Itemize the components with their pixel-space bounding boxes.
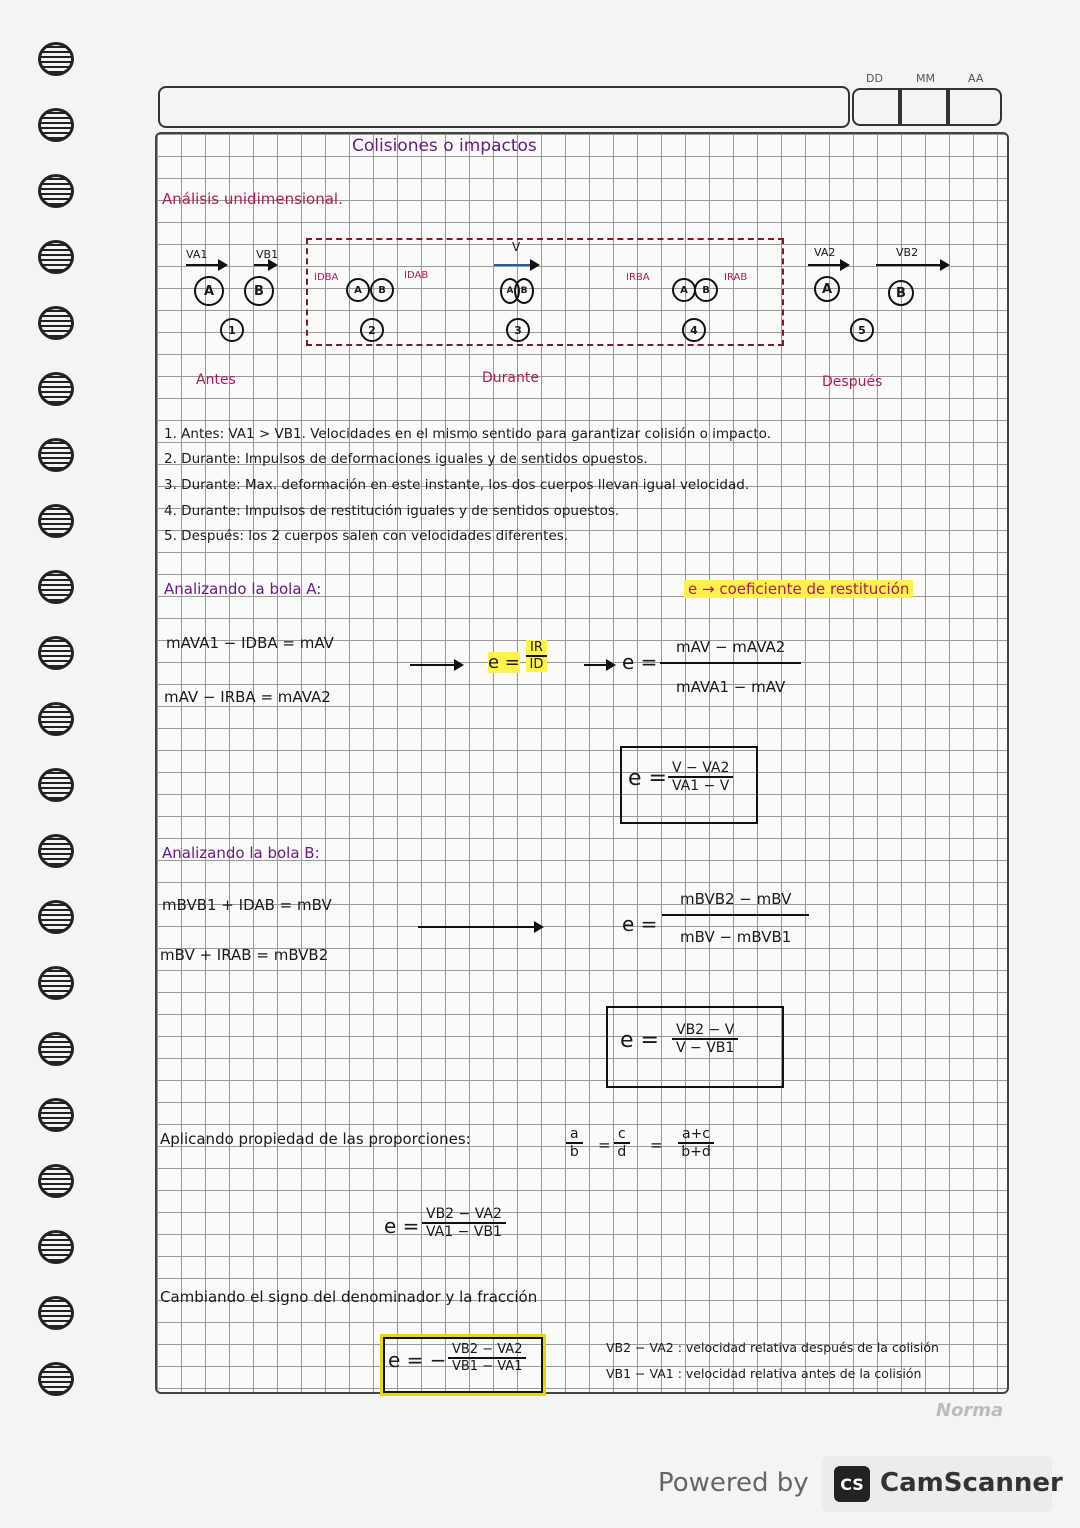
date-label-mm: MM (916, 72, 935, 85)
phase-label-despues: Después (822, 374, 883, 390)
fraction-denominator: V − VB1 (676, 1040, 735, 1056)
label-vb1: VB1 (256, 248, 279, 261)
section-heading-proporciones: Aplicando propiedad de las proporciones: (160, 1130, 471, 1148)
label-vb2: VB2 (896, 246, 919, 259)
label-idab: IDAB (404, 270, 429, 281)
e-symbol: e = (628, 766, 667, 791)
e-expanded-fraction-b (662, 890, 809, 946)
section-heading-bola-b: Analizando la bola B: (162, 844, 320, 862)
label-irab: IRAB (724, 272, 748, 283)
relative-velocity-after: VB2 − VA2 : velocidad relativa después de la colisión (606, 1340, 939, 1355)
fraction-denominator: d (617, 1144, 627, 1160)
ball-b: B (694, 278, 718, 302)
binding-ring (38, 372, 74, 406)
proportion-a-b (566, 1126, 583, 1160)
fraction-numerator: a+c (678, 1126, 714, 1144)
binding-ring (38, 702, 74, 736)
note-item: 5. Después: los 2 cuerpos salen con velocidades diferentes. (164, 528, 569, 544)
binding-ring (38, 636, 74, 670)
final-fraction (448, 1342, 526, 1374)
ball-a: A (346, 278, 370, 302)
date-label-dd: DD (866, 72, 883, 85)
fraction-denominator: b (569, 1144, 579, 1160)
arrow-vb2 (876, 264, 948, 266)
fraction-numerator: VB2 − VA2 (448, 1342, 526, 1359)
section-heading-cambiando: Cambiando el signo del denominador y la fracción (160, 1288, 538, 1306)
fraction-numerator: V − VA2 (668, 760, 733, 778)
note-item: 1. Antes: VA1 > VB1. Velocidades en el mismo sentido para garantizar colisión o impacto. (164, 426, 771, 442)
arrow-implies (410, 664, 462, 666)
binding-ring (38, 306, 74, 340)
proportion-sum (678, 1126, 714, 1160)
arrow-va2 (808, 264, 848, 266)
label-va1: VA1 (186, 248, 208, 261)
label-irba: IRBA (626, 272, 650, 283)
equation-b1: mBVB1 + IDAB = mBV (162, 896, 332, 914)
note-item: 3. Durante: Max. deformación en este instante, los dos cuerpos llevan igual velocidad. (164, 477, 750, 493)
header-bar (158, 86, 850, 128)
section-heading-analisis: Análisis unidimensional. (162, 190, 343, 208)
e-symbol: e = − (388, 1348, 447, 1372)
e-symbol: e = (622, 650, 658, 674)
ball-a: A (672, 278, 696, 302)
note-item: 2. Durante: Impulsos de deformaciones iguales y de sentidos opuestos. (164, 451, 648, 467)
arrow-v (494, 264, 538, 266)
stage-number: 4 (682, 318, 706, 342)
ball-a: A (814, 276, 840, 302)
fraction-denominator: ID (529, 657, 544, 672)
date-box-aa (948, 88, 1002, 126)
binding-ring (38, 504, 74, 538)
binding-ring (38, 438, 74, 472)
result-fraction-b (672, 1022, 738, 1056)
phase-label-durante: Durante (482, 370, 539, 386)
binding-ring (38, 570, 74, 604)
e-symbol: e = (384, 1214, 420, 1238)
label-v: V (512, 240, 521, 254)
fraction-numerator: mAV − mAVA2 (660, 638, 801, 664)
fraction-denominator: b+d (681, 1144, 711, 1160)
stage-number: 2 (360, 318, 384, 342)
fraction-denominator: VA1 − VB1 (426, 1224, 502, 1240)
ball-b: B (244, 276, 274, 306)
label-idba: IDBA (314, 272, 339, 283)
e-symbol: e = (488, 652, 520, 673)
fraction-denominator: VB1 − VA1 (452, 1359, 523, 1374)
restitution-note: e → coeficiente de restitución (684, 580, 913, 598)
relative-velocity-before: VB1 − VA1 : velocidad relativa antes de la colisión (606, 1366, 922, 1381)
binding-ring (38, 42, 74, 76)
phase-label-antes: Antes (196, 372, 236, 388)
fraction-denominator: mAVA1 − mAV (676, 678, 786, 696)
ball-a: A (194, 276, 224, 306)
ball-b: B (888, 280, 914, 306)
fraction-numerator: a (566, 1126, 583, 1144)
section-heading-bola-a: Analizando la bola A: (164, 580, 322, 598)
fraction-denominator: mBV − mBVB1 (680, 928, 792, 946)
equation-a2: mAV − IRBA = mAVA2 (164, 688, 331, 706)
ball-b: B (514, 278, 534, 304)
equation-b2: mBV + IRAB = mBVB2 (160, 946, 329, 964)
fraction-numerator: VB2 − VA2 (422, 1206, 506, 1224)
binding-ring (38, 1032, 74, 1066)
camscanner-label: CamScanner (880, 1468, 1063, 1498)
stage-number: 1 (220, 318, 244, 342)
binding-ring (38, 834, 74, 868)
binding-ring (38, 174, 74, 208)
e-expanded-fraction-a (660, 638, 801, 696)
proportion-c-d (614, 1126, 630, 1160)
equals-sign: = (650, 1136, 663, 1154)
binding-ring (38, 768, 74, 802)
date-box-mm (900, 88, 948, 126)
ball-a: A (500, 278, 520, 304)
binding-ring (38, 1296, 74, 1330)
camscanner-badge (822, 1456, 1063, 1512)
fraction-denominator: VA1 − V (672, 778, 730, 794)
binding-ring (38, 1098, 74, 1132)
norma-logo: Norma (936, 1400, 1004, 1421)
binding-ring (38, 1362, 74, 1396)
stage-number: 3 (506, 318, 530, 342)
e-symbol: e = (622, 912, 658, 936)
arrow-implies (584, 664, 614, 666)
arrow-va1 (186, 264, 226, 266)
page-title: Colisiones o impactos (352, 136, 537, 156)
equals-sign: = (598, 1136, 611, 1154)
result-fraction-a (668, 760, 733, 794)
e-definition-fraction (526, 640, 547, 672)
binding-ring (38, 966, 74, 1000)
powered-by-text: Powered by (658, 1468, 809, 1498)
fraction-numerator: IR (526, 640, 547, 657)
binding-ring (38, 1164, 74, 1198)
stage-number: 5 (850, 318, 874, 342)
ball-b: B (370, 278, 394, 302)
equation-a1: mAVA1 − IDBA = mAV (166, 634, 334, 652)
binding-ring (38, 1230, 74, 1264)
arrow-vb1 (254, 264, 276, 266)
fraction-numerator: c (614, 1126, 630, 1144)
fraction-numerator: VB2 − V (672, 1022, 738, 1040)
camscanner-icon: CS (834, 1466, 870, 1502)
binding-ring (38, 108, 74, 142)
date-box-dd (852, 88, 900, 126)
binding-ring (38, 900, 74, 934)
note-item: 4. Durante: Impulsos de restitución iguales y de sentidos opuestos. (164, 503, 620, 519)
e-symbol: e = (620, 1028, 659, 1053)
fraction-numerator: mBVB2 − mBV (662, 890, 809, 916)
arrow-implies (418, 926, 542, 928)
binding-ring (38, 240, 74, 274)
label-va2: VA2 (814, 246, 836, 259)
result-fraction-c (422, 1206, 506, 1240)
date-label-aa: AA (968, 72, 984, 85)
